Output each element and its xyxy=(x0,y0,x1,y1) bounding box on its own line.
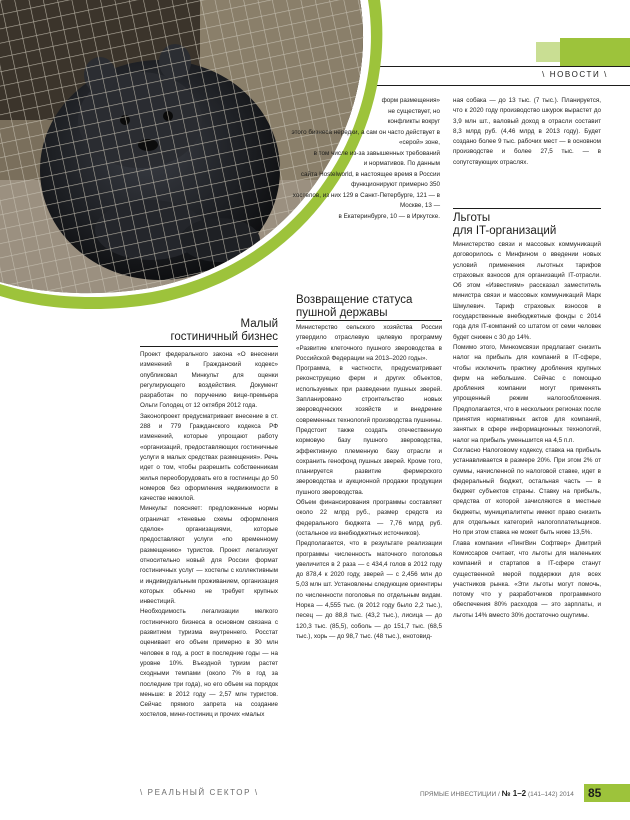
fur-title-rule xyxy=(296,320,442,321)
it-title-line2: для IT-организаций xyxy=(453,224,557,237)
footer-magazine-name: ПРЯМЫЕ ИНВЕСТИЦИИ xyxy=(420,791,497,798)
hotel-paragraph: Законопроект предусматривает внесение в ст. 288 и 779 Гражданского кодекса РФ изменений, которые упрощают работу «организаций, предоставляющих гостиничные услуги в малых средствах размещения». Речь идет о том, чтобы разрешить собственникам жилья переоборудовать его в гостиницы до 50 номеров без оформления недвижимости в качестве нежилой. xyxy=(140,412,278,503)
page-number-box xyxy=(584,784,630,802)
hotel-paragraph: Проект федерального закона «О внесении изменений в Гражданский кодекс» опубликовал Минкульт для оценки регулирующего воздействия. Документ разработан по поручению вице-премьера Ольги Голодец от 12 октября 2012 года. xyxy=(140,351,278,410)
footer-issue-pages: (141–142) 2014 xyxy=(527,791,574,798)
it-title-line1: Льготы xyxy=(453,212,491,224)
header-accent-block xyxy=(560,38,630,66)
continuation-line: этого бизнеса нередки, а сам он часто действует в «серой» зоне, xyxy=(291,128,440,146)
hotel-article-body xyxy=(140,350,278,721)
hotel-paragraph: Необходимость легализации мелкого гостиничного бизнеса в основном связана с развитием туризма внутреннего. Росстат оценивает его объем примерно в 30 млн человек в год, а рост в последние годы — на уровне 10%. Въездной туризм растет сходными темпами (около 7% в год за последние три года), но его объем на порядок меньше: в 2012 году — 2,57 млн туристов. Сейчас прямого запрета на создание хостелов, мини-гостиниц и прочих «малых xyxy=(140,608,278,719)
continuation-line: форм размещения» xyxy=(381,97,440,104)
footer-divider: / xyxy=(498,791,502,798)
hotel-paragraph: Минкульт поясняет: предложенные нормы ограничат «теневые схемы оформления сделок» организациями, которые предоставляют услуги «по временному размещению» туристов. Проект легализует относительно новый для России формат гостиничных услуг — хостелы с коллективным и индивидуальным проживанием, организация которых обычно не требует крупных инвестиций. xyxy=(140,505,278,606)
fur-continuation-text: ная собака — до 13 тыс. (7 тыс.). Планируется, что к 2020 году производство шкурок вырастет до 3,9 млн шт., валовый доход в отрасли составит 8,3 млрд руб. (4,46 млрд в 2013 году). Будет создано более 9 тыс. рабочих мест — в основном производстве и более 27,5 тыс. — в сопутствующих отраслях. xyxy=(453,97,601,166)
fur-paragraph: Министерство сельского хозяйства России утвердило отраслевую целевую программу «Развитие клеточного пушного звероводства в Российской Федерации на 2013–2020 годы». xyxy=(296,324,442,362)
footer-magazine-info xyxy=(420,789,574,798)
footer-issue: № 1–2 xyxy=(501,789,527,798)
hotel-continuation xyxy=(290,96,440,222)
fur-article-body xyxy=(296,323,442,642)
it-article-title xyxy=(453,212,601,237)
page-number: 85 xyxy=(588,786,602,800)
it-paragraph: Помимо этого, Минкомсвязи предлагает снизить налог на прибыль для компаний в IT-сфере, чтобы исключить практику дробления крупных фирм на небольшие. Сейчас с помощью дробления компании могут применять упрощенный режим налогообложения. Предполагается, что в нескольких регионах после принятия нормативных актов для компаний, занятых в сфере информационных технологий, налог на прибыль уменьшится на 4,5 п.п. xyxy=(453,343,601,444)
fur-paragraph: Объем финансирования программы составляет около 22 млрд руб., размер средств из федерального бюджета — 7,76 млрд руб. (остальное из внебюджетных источников). xyxy=(296,499,442,537)
fur-paragraph: Предполагается, что в результате реализации программы численность маточного поголовья увеличится в 2 раза — с 434,4 голов в 2012 году до 878,4 к 2020 году, зверей — с 2,456 млн до 5,03 млн шт. Установлены следующие ориентиры по численности поголовья по отдельным видам. Норка — 4,555 тыс. (в 2012 году было 2,2 тыс.), песец — до 88,8 тыс. (43,2 тыс.), лисица — до 120,3 тыс. (85,5), соболь — до 151,7 тыс. (68,5 тыс.), хорь — до 98,7 тыс. (48 тыс.), енотовид- xyxy=(296,540,442,640)
fur-article-title xyxy=(296,294,442,319)
continuation-line: хостелов, из них 129 в Санкт-Петербурге, 121 — в Москве, 13 — xyxy=(292,191,440,209)
fur-continuation xyxy=(453,96,601,168)
fur-title-line2: пушной державы xyxy=(296,306,388,319)
section-label: \ НОВОСТИ \ xyxy=(542,70,608,79)
it-article-body xyxy=(453,240,601,621)
continuation-line: не существует, но xyxy=(388,107,440,115)
continuation-line: и нормативов. По данным xyxy=(363,160,440,167)
hotel-article-title xyxy=(140,318,278,343)
continuation-line: в Екатеринбурге, 10 — в Иркутске. xyxy=(338,212,440,220)
hotel-title-line2: гостиничный бизнес xyxy=(170,330,278,343)
it-paragraph: Министерство связи и массовых коммуникаций договорилось с Минфином о введении новых условий применения льготных тарифов страховых взносов для организаций IT-отрасли. Об этом «Известиям» рассказал заместитель министра связи и массовых коммуникаций Марк Шмулевич. Тариф страховых взносов в государственные внебюджетные фонды с 2014 года для IT-компаний со штатом от семи человек будет снижен с 30 до 14%. xyxy=(453,241,601,341)
footer-section-label: \ РЕАЛЬНЫЙ СЕКТОР \ xyxy=(140,788,259,797)
continuation-line: функционируют примерно 350 xyxy=(351,181,440,188)
hotel-title-rule xyxy=(140,346,278,347)
it-paragraph: Глава компании «ПингВин Софтвер» Дмитрий Комиссаров считает, что льготы для маленьких компаний и стартапов в IT-сфере станут существенной мерой поддержки для всех участников рынка. «Эти льготы могут помочь, потому что у разработчиков программного обеспечения 80% расходов — это зарплаты, и льготы 14% вместо 30% достаточно ощутимы. xyxy=(453,539,601,619)
hotel-title-line1: Малый xyxy=(240,318,278,330)
fur-paragraph: Программа, в частности, предусматривает реконструкцию ферм и других объектов, используемых при разведении пушных зверей. Запланировано строительство новых звероводческих хозяйств и внедрение современных технологий производства пушнины. Предстоит также создать отечественную кормовую базу пушного звероводства, эффективную племенную базу отрасли и сохранить генофонд пушных зверей. Кроме того, планируется развитие фермерского звероводства и аукционной продажи продукции пушного звероводства. xyxy=(296,365,442,496)
continuation-line: конфликты вокруг xyxy=(387,118,440,125)
header-accent-strip xyxy=(536,42,560,62)
fur-title-line1: Возвращение статуса xyxy=(296,294,413,306)
continuation-line: в том числе из-за завышенных требований xyxy=(313,149,440,157)
continuation-line: сайта Hostelworld, в настоящее время в России xyxy=(300,170,440,178)
it-top-rule xyxy=(453,208,601,209)
it-paragraph: Согласно Налоговому кодексу, ставка на прибыль устанавливается в размере 20%. При этом 2% от суммы, начисленной по налоговой ставке, идет в федеральный бюджет, остальная часть — в бюджет субъектов страны. Ставку на прибыль, средства от которой зачисляются в местные бюджеты, муниципалитеты имеют право снизить для отдельных категорий налогоплательщиков. Но при этом ставка не может быть ниже 13,5%. xyxy=(453,446,601,537)
